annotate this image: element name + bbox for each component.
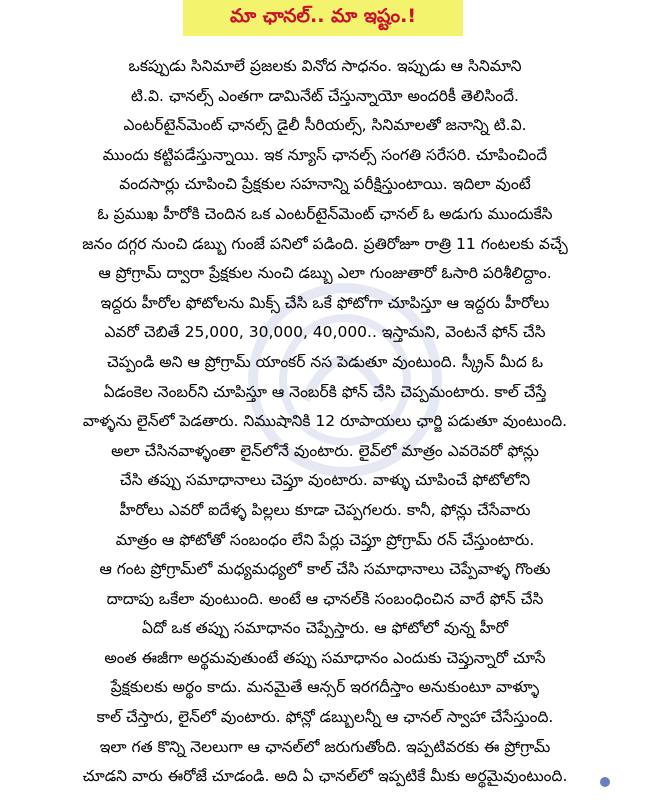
article-line: టి.వి. ఛానల్స్ ఎంతగా డామినేట్ చేస్తున్నాయో అందరికీ తెలిసిందే. bbox=[131, 86, 519, 105]
article-line: అలా చేసినవాళ్ళంతా లైన్‌లోనే వుంటారు. లైవ్‌లో మాత్రం ఎవరెవరో ఫోన్లు bbox=[111, 441, 539, 460]
article-body bbox=[0, 52, 650, 792]
article-line: ఇలా గత కొన్ని నెలలుగా ఆ ఛానల్‌లో జరుగుతోంది. ఇప్పటివరకు ఈ ప్రోగ్రామ్ bbox=[99, 737, 551, 756]
article-line: వందసార్లు చూపించి ప్రేక్షకుల సహనాన్ని పరీక్షిస్తుంటాయి. ఇదిలా వుంటే bbox=[119, 175, 531, 194]
article-line: ఆ గంట ప్రోగ్రామ్‌లో మధ్యమధ్యలో కాల్ చేసి సమాధానాలు చెప్పేవాళ్ళ గొంతు bbox=[99, 560, 551, 579]
article-line: ఏదో ఒక తప్పు సమాధానం చెప్పేస్తారు. ఆ ఫోటోలో వున్న హీరో bbox=[141, 619, 509, 638]
article-line: హీరోలు ఎవరో ఐదేళ్ళ పిల్లలు కూడా చెప్పగలరు. కానీ, ఫోన్లు చేసేవారు bbox=[119, 500, 531, 519]
article-line: ముందు కట్టిపడేస్తున్నాయి. ఇక న్యూస్ ఛానల్స్ సంగతి సరేసరి. చూపించిందే bbox=[102, 145, 548, 164]
article-title: మా ఛానల్.. మా ఇష్టం.! bbox=[229, 4, 416, 27]
article-line: అంత ఈజీగా అర్థమవుతుంటే తప్పు సమాధానం ఎందుకు చెప్తున్నారో చూసే bbox=[104, 648, 546, 667]
article-line: దాదాపు ఒకేలా వుంటుంది. అంటే ఆ ఛానల్‌కి సంబంధించిన వారే ఫోన్ చేసి bbox=[106, 589, 544, 608]
title-banner bbox=[183, 0, 463, 36]
article-line: ఏడంకెల నెంబర్‌ని చూపిస్తూ ఆ నెంబర్‌కి ఫోన్ చేసి చెప్పమంటారు. కాల్ చేస్తే bbox=[103, 382, 547, 401]
article-line: ఎవరో చెబితే 25,000, 30,000, 40,000.. ఇస్తామని, వెంటనే ఫోన్ చేసి bbox=[104, 323, 546, 342]
article-line: ఇద్దరు హీరోల ఫోటోలను మిక్స్ చేసి ఒకే ఫోటోగా చూపిస్తూ ఆ ఇద్దరు హీరోలు bbox=[100, 293, 550, 312]
article-line: ఆ ప్రోగ్రామ్ ద్వారా ప్రేక్షకుల నుంచి డబ్బు ఎలా గుంజుతారో ఓసారి పరిశీలిద్దాం. bbox=[98, 264, 552, 283]
corner-logo-icon bbox=[600, 777, 610, 787]
article-line: కాల్ చేస్తారు, లైన్‌లో వుంటారు. ఫోన్లో డబ్బులన్నీ ఆ ఛానల్ స్వాహా చేసేస్తుంది. bbox=[96, 708, 554, 727]
article-line: ఎంటర్‌టైన్‌మెంట్ ఛానల్స్ డైలీ సీరియల్స్, సినిమాలతో జనాన్ని టి.వి. bbox=[123, 116, 527, 135]
article-line: జనం దగ్గర నుంచి డబ్బు గుంజే పనిలో పడింది. ప్రతిరోజూ రాత్రి 11 గంటలకు వచ్చే bbox=[82, 234, 568, 253]
article-line: ఓ ప్రముఖ హీరోకి చెందిన ఒక ఎంటర్‌టైన్‌మెంట్ ఛానల్ ఓ అడుగు ముందుకేసి bbox=[97, 204, 553, 223]
article-line: ఒకప్పుడు సినిమాలే ప్రజలకు వినోద సాధనం. ఇప్పుడు ఆ సినిమాని bbox=[128, 57, 522, 75]
article-line: వాళ్ళను లైన్‌లో పెడతారు. నిముషానికి 12 రూపాయలు ఛార్జి పడుతూ వుంటుంది. bbox=[82, 412, 568, 431]
article-line: చేసి తప్పు సమాధానాలు చెప్తూ వుంటారు. వాళ్ళు చూపించే ఫోటోలోని bbox=[119, 471, 531, 490]
article-line: చూడని వారు ఈరోజే చూడండి. అది ఏ ఛానల్‌లో ఇప్పటికే మీకు అర్థమైవుంటుంది. bbox=[82, 767, 568, 786]
article-line: మాత్రం ఆ ఫోటోతో సంబంధం లేని పేర్లు చెప్తూ ప్రోగ్రామ్ రన్ చేస్తుంటారు. bbox=[115, 530, 535, 549]
article-line: చెప్పండి అని ఆ ప్రోగ్రామ్ యాంకర్ నస పెడుతూ వుంటుంది. స్క్రీన్ మీద ఓ bbox=[106, 352, 544, 371]
article-line: ప్రేక్షకులకు అర్థం కాదు. మనమైతే ఆన్సర్ ఇరగదీస్తాం అనుకుంటూ వాళ్ళూ bbox=[110, 678, 540, 697]
